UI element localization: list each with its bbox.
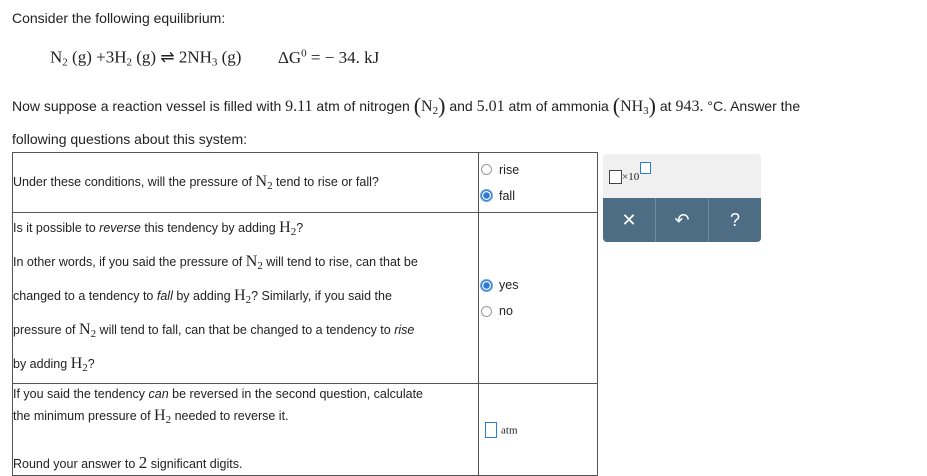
question-2: Is it possible to reverse this tendency by adding $H_2$? In other words, if you said the pressure of $N_2$ will tend to rise, can that be changed to a tendency to fall by adding $H_2$? Similarly, if you said the pressure of $N_2$ will tend to fall, can that be changed to a tendency to rise by adding $H_2$? — [13, 213, 479, 384]
question-2-answers — [479, 213, 598, 384]
undo-icon: ↶ — [674, 209, 690, 230]
intro-text: Consider the following equilibrium: — [12, 10, 226, 26]
tool-buttons — [603, 198, 761, 242]
exponent-box — [640, 162, 651, 174]
radio-rise[interactable] — [481, 164, 492, 175]
delta-g: $\Delta G^0$ = − 34. kJ — [277, 47, 380, 67]
n2-pressure: 9.11 — [285, 98, 313, 115]
help-button[interactable] — [709, 198, 761, 242]
equilibrium-equation: $N_2$ $(g) +3H_2$ (g) ⇌ $2NH_3$ (g) $\Delta G^0$ = − 34. kJ — [50, 47, 380, 69]
radio-fall[interactable] — [481, 190, 492, 201]
question-3: If you said the tendency can be reversed in the second question, calculate the minimum pressure of $H_2$ needed to reverse it. Round your answer to 2 significant digits. — [13, 384, 479, 476]
undo-button[interactable] — [656, 198, 709, 242]
option-fall[interactable]: fall — [479, 183, 597, 209]
help-icon: ? — [729, 209, 740, 230]
scientific-notation-button[interactable]: ×10 — [609, 162, 651, 184]
option-yes[interactable]: yes — [479, 272, 597, 298]
mantissa-box — [609, 170, 622, 184]
radio-no[interactable] — [481, 306, 492, 317]
temperature: 943. — [675, 98, 704, 115]
unit-atm: atm — [501, 423, 518, 436]
option-no[interactable]: no — [479, 298, 597, 324]
close-icon: ✕ — [621, 209, 637, 230]
question-table — [12, 152, 598, 476]
clear-button[interactable] — [603, 198, 656, 242]
question-1: Under these conditions, will the pressure of $N_2$ tend to rise or fall? — [13, 153, 479, 213]
radio-yes[interactable] — [481, 280, 492, 291]
option-rise[interactable]: rise — [479, 157, 597, 183]
answer-tools-panel — [603, 154, 761, 242]
problem-paragraph: Now suppose a reaction vessel is filled with 9.11 atm of nitrogen $(N_2)$ and 5.01 atm of ammonia $(NH_3)$ at 943. °C. Answer the following questions about this system: — [12, 93, 801, 147]
min-pressure-input[interactable] — [485, 422, 497, 438]
question-1-answers — [479, 153, 598, 213]
nh3-pressure: 5.01 — [476, 98, 505, 115]
question-3-answer — [479, 384, 598, 476]
